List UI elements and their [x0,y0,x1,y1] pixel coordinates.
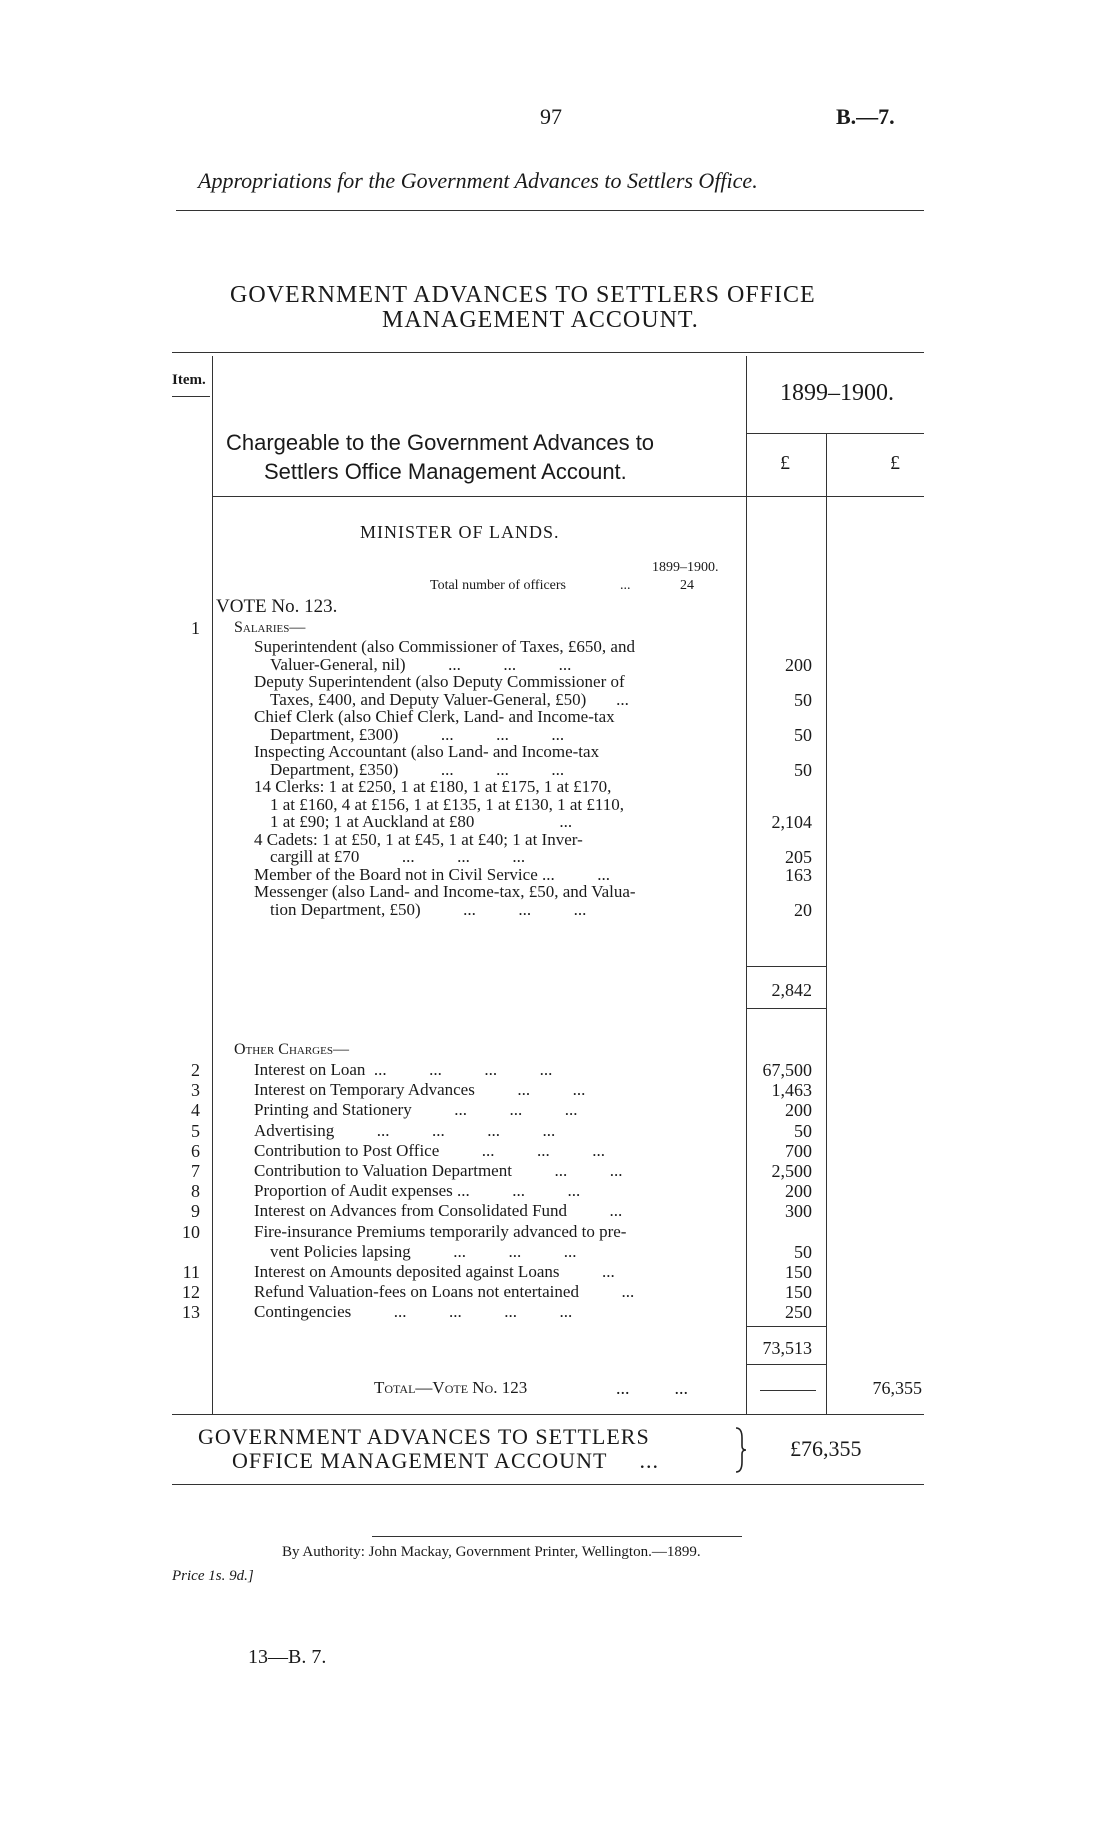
other-charge-text: Interest on Temporary Advances ... ... [254,1080,586,1100]
salary-line-text: Taxes, £400, and Deputy Valuer-General, £50) ... [270,689,629,709]
minister-heading: MINISTER OF LANDS. [360,522,560,542]
total-vote-dash [760,1390,816,1391]
salary-line-text: 4 Cadets: 1 at £50, 1 at £45, 1 at £40; 1 at Inver- [254,829,583,849]
other-subtotal-rule [746,1326,826,1327]
header-rule [176,210,924,211]
item-number: 7 [191,1161,200,1181]
salary-line-text: Deputy Superintendent (also Deputy Commissioner of [254,672,625,691]
year-header-rule [746,433,924,434]
chargeable-heading-line1: Chargeable to the Government Advances to [226,430,655,455]
table-top-rule [172,352,924,353]
salary-line-text: cargill at £70 ... ... ... [270,847,526,866]
officers-dots: ... [620,578,631,593]
other-charge-amount: 200 [785,1100,812,1121]
amount-column-rule-mid [826,434,827,1414]
item-number: 2 [191,1060,200,1080]
signature-mark: 13—B. 7. [248,1646,327,1668]
salary-line-text: 1 at £160, 4 at £156, 1 at £135, 1 at £130, 1 at £110, [270,794,624,814]
summary-line1: GOVERNMENT ADVANCES TO SETTLERS [198,1424,650,1449]
salary-line-amount: 50 [794,689,812,710]
other-charge-amount: 67,500 [762,1060,812,1080]
salary-line-text: Superintendent (also Commissioner of Taxes, £650, and [254,637,635,656]
salary-line-text: Department, £300) ... ... ... [270,724,565,744]
authority-line: By Authority: John Mackay, Government Printer, Wellington.—1899. [282,1544,701,1560]
other-charge-text: Contribution to Post Office ... ... ... [254,1140,606,1160]
item-number-1: 1 [191,618,200,638]
salary-line-amount: 20 [794,899,812,920]
summary-bottom-rule [172,1484,924,1485]
item-number: 5 [191,1120,200,1141]
summary-line2: OFFICE MANAGEMENT ACCOUNT ... [232,1448,660,1473]
other-charge-amount: 150 [785,1282,812,1303]
salaries-subtotal-rule [746,966,826,967]
summary-top-rule [172,1414,924,1415]
other-charge-text: Fire-insurance Premiums temporarily advanced to pre- [254,1221,627,1241]
summary-amount: £76,355 [790,1436,862,1461]
item-number: 10 [182,1221,200,1242]
salaries-subtotal: 2,842 [771,980,812,1000]
price-line: Price 1s. 9d.] [172,1568,254,1584]
other-charge-text: Contribution to Valuation Department ... ... [254,1161,623,1180]
other-charge-text: Interest on Advances from Consolidated Fund ... [254,1201,623,1221]
other-charge-text: vent Policies lapsing ... ... ... [270,1241,577,1261]
item-number: 11 [182,1262,200,1282]
total-vote-label: Total—Vote No. 123 [374,1378,528,1397]
other-charge-amount: 150 [785,1262,812,1282]
item-number: 12 [182,1282,200,1303]
item-number: 4 [191,1100,200,1121]
salary-line-text: Chief Clerk (also Chief Clerk, Land- and Income-tax [254,707,615,726]
other-charges-subtotal: 73,513 [762,1338,812,1358]
item-column-header: Item. [172,372,206,388]
other-charge-amount: 200 [785,1181,812,1202]
other-charge-amount: 2,500 [771,1161,812,1181]
vote-heading: VOTE No. 123. [216,596,338,617]
item-number: 13 [182,1302,200,1323]
salary-line-amount: 50 [794,724,812,745]
salaries-subtotal-bottom-rule [746,1008,826,1009]
salary-line-text: Inspecting Accountant (also Land- and Income-tax [254,742,600,761]
total-vote-amount: 76,355 [872,1378,922,1398]
salary-line-amount: 200 [785,654,812,675]
salary-line-amount: 205 [785,847,812,867]
chargeable-heading-line2: Settlers Office Management Account. [264,459,627,484]
salary-line-amount: 50 [794,759,812,780]
other-charge-amount: 700 [785,1140,812,1161]
officers-label: Total number of officers [430,578,566,593]
other-charge-text: Interest on Amounts deposited against Loans ... [254,1262,615,1281]
other-charge-amount: 50 [794,1241,812,1262]
other-charge-text: Interest on Loan ... ... ... ... [254,1060,553,1079]
other-charge-amount: 1,463 [771,1080,812,1101]
pound-column-1-header: £ [780,452,790,474]
salary-line-amount: 2,104 [771,812,812,832]
item-column-rule [212,356,213,1414]
total-vote-dots: ... ... [616,1378,688,1398]
main-title-line1: GOVERNMENT ADVANCES TO SETTLERS OFFICE [230,282,816,308]
officers-year: 1899–1900. [652,560,719,575]
summary-brace [734,1426,748,1474]
item-header-underline [172,396,210,397]
other-charge-text: Proportion of Audit expenses ... ... ... [254,1181,581,1201]
other-charge-text: Refund Valuation-fees on Loans not entertained ... [254,1282,635,1302]
salary-line-text: tion Department, £50) ... ... ... [270,899,587,919]
salary-line-text: 1 at £90; 1 at Auckland at £80 ... [270,812,573,831]
item-number: 8 [191,1181,200,1202]
running-title: Appropriations for the Government Advances to Settlers Office. [198,168,758,193]
year-header: 1899–1900. [780,380,894,406]
other-charge-text: Printing and Stationery ... ... ... [254,1100,578,1120]
salary-line-text: Valuer-General, nil) ... ... ... [270,654,572,674]
other-charge-text: Advertising ... ... ... ... [254,1120,556,1140]
document-reference: B.—7. [836,104,895,129]
salary-line-amount: 163 [785,864,812,885]
pound-column-2-header: £ [890,452,900,474]
salary-line-text: Messenger (also Land- and Income-tax, £50, and Valua- [254,882,636,901]
page-number: 97 [540,104,562,129]
other-charge-text: Contingencies ... ... ... ... [254,1302,573,1322]
other-subtotal-bottom-rule [746,1364,826,1365]
salary-line-text: 14 Clerks: 1 at £250, 1 at £180, 1 at £175, 1 at £170, [254,777,612,796]
officers-count: 24 [680,578,694,593]
salaries-heading: Salaries— [234,619,306,636]
main-title-line2: MANAGEMENT ACCOUNT. [382,307,699,333]
other-charge-amount: 50 [794,1120,812,1141]
item-number: 6 [191,1140,200,1161]
item-number: 9 [191,1201,200,1222]
item-number: 3 [191,1080,200,1101]
header-bottom-rule [212,496,924,497]
salary-line-text: Department, £350) ... ... ... [270,759,565,779]
other-charges-heading: Other Charges— [234,1041,349,1058]
other-charge-amount: 250 [785,1302,812,1323]
footer-authority-rule [372,1536,742,1537]
salary-line-text: Member of the Board not in Civil Service ... ... [254,864,610,884]
other-charge-amount: 300 [785,1201,812,1222]
